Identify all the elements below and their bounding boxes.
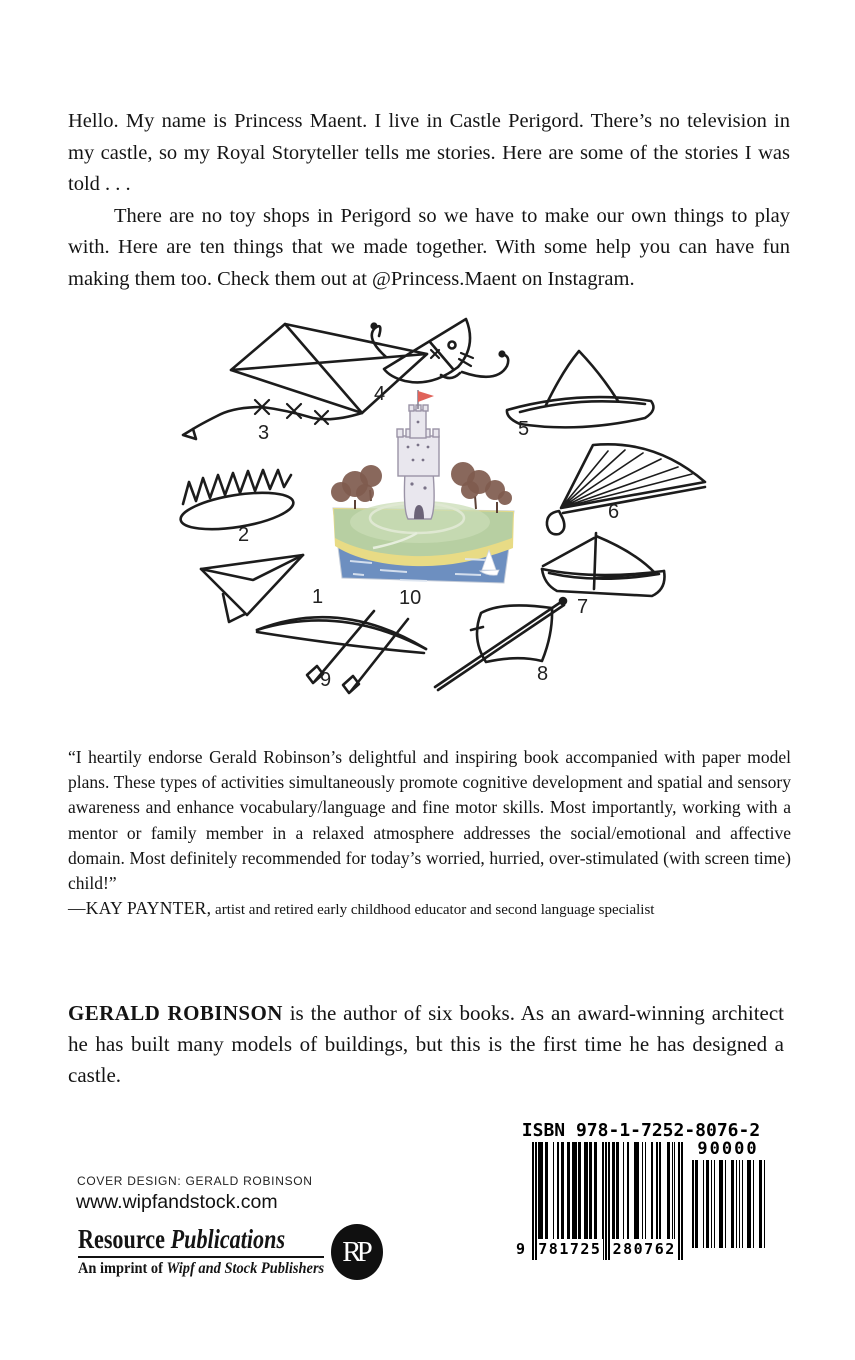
logo-divider <box>78 1256 324 1258</box>
isbn-price-code: 90000 <box>697 1139 759 1159</box>
item-number-6: 6 <box>608 501 620 523</box>
item-number-3: 3 <box>258 422 270 444</box>
publisher-website: www.wipfandstock.com <box>76 1191 278 1213</box>
kite-drawing <box>183 324 427 439</box>
paper-crown-drawing <box>178 470 296 536</box>
publisher-name-italic: Publications <box>170 1224 286 1254</box>
paper-hat-drawing <box>507 351 654 427</box>
endorser-role: artist and retired early childhood educator and second language specialist <box>211 902 655 919</box>
imprint-name: Wipf and Stock Publishers <box>166 1260 325 1277</box>
intro-paragraph-2: There are no toy shops in Perigord so we have to make our own things to play with. Here are ten things that we made together. With some help you can have fun making them too. Check them out at @Princess.Maent on Instagram. <box>68 204 790 290</box>
item-number-9: 9 <box>320 669 332 691</box>
paper-fan-drawing <box>547 444 705 534</box>
endorsement-block <box>68 745 791 923</box>
rp-monogram-icon: RP <box>331 1224 383 1280</box>
item-number-8: 8 <box>537 663 549 685</box>
isbn-label: ISBN 978-1-7252-8076-2 <box>521 1120 761 1141</box>
paper-mouse-drawing <box>372 319 509 382</box>
item-number-4: 4 <box>374 383 386 405</box>
item-number-2: 2 <box>238 524 250 546</box>
isbn-digits-right: 280762 <box>612 1240 676 1258</box>
author-bio-text: is the author of six books. As an award-winning architect he has built many models of buildings, but this is the first time he has designed a castle. <box>68 1001 784 1087</box>
publisher-logo <box>78 1226 328 1277</box>
paper-boat-drawing <box>542 533 665 596</box>
toys-illustration <box>165 312 715 707</box>
cover-design-credit: COVER DESIGN: GERALD ROBINSON <box>77 1174 313 1188</box>
item-number-7: 7 <box>577 596 589 618</box>
publisher-name <box>78 1224 286 1254</box>
item-number-1: 1 <box>312 586 324 608</box>
endorser-name: —KAY PAYNTER, <box>68 898 212 919</box>
ean5-supplement-barcode <box>692 1160 765 1248</box>
item-number-10: 10 <box>399 587 422 609</box>
publisher-imprint <box>78 1260 325 1277</box>
item-number-5: 5 <box>518 418 530 440</box>
endorsement-quote: “I heartily endorse Gerald Robinson’s delightful and inspiring book accompanied with paper model plans. These types of activities simultaneously promote cognitive development and spatial and sensory awareness and enhance vocabulary/language and fine motor skills. Most importantly, working with a mentor or family member in a relaxed atmosphere addresses the social/emotional and affective domain. Most definitely recommended for today’s worried, hurried, over-stimulated (with screen time) child!” <box>68 747 791 894</box>
intro-text <box>68 106 790 295</box>
castle-island-model <box>331 390 514 583</box>
author-name: GERALD ROBINSON <box>68 1001 283 1025</box>
imprint-prefix: An imprint of <box>78 1260 167 1277</box>
isbn-digits-left: 781725 <box>538 1240 602 1258</box>
endorsement-attribution <box>68 896 791 923</box>
bow-and-arrows-drawing <box>257 611 426 693</box>
publisher-name-roman: Resource <box>78 1224 165 1254</box>
author-bio <box>68 998 784 1091</box>
isbn-lead-digit: 9 <box>516 1240 526 1258</box>
trees-left <box>331 465 382 509</box>
intro-paragraph-1: Hello. My name is Princess Maent. I live in Castle Perigord. There’s no television in my castle, so my Royal Storyteller tells me stories. Here are some of the stories I was told . . . <box>68 110 790 195</box>
paper-airplane-drawing <box>201 555 303 622</box>
